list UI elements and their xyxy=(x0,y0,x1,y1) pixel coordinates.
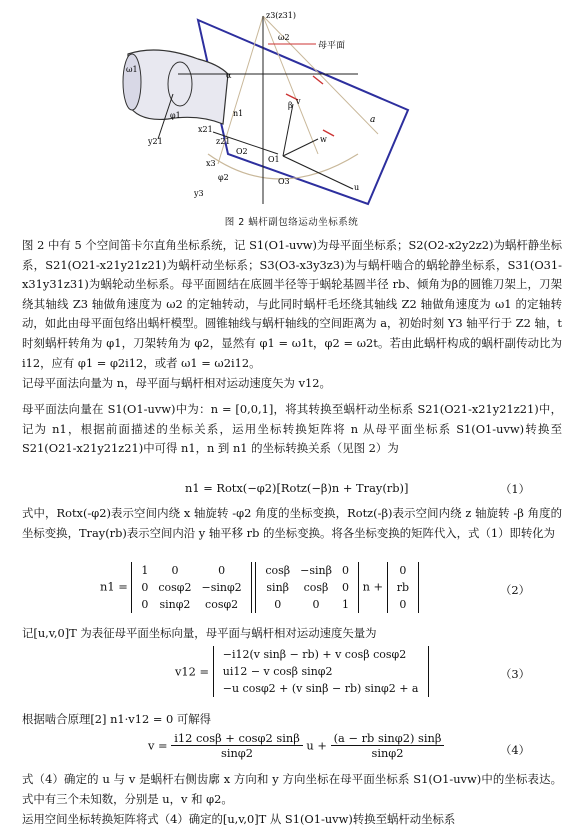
label-alpha: α xyxy=(226,71,232,80)
eq2-mid: n + xyxy=(362,579,384,594)
eq4-lhs: v = xyxy=(148,738,168,753)
label-u: u xyxy=(354,183,360,192)
equation-4-number: （4） xyxy=(500,743,531,757)
eq2-matrix-rotz: cosβ −sinβ 0 sinβ cosβ 0 0 0 1 xyxy=(255,562,359,613)
equation-3-number: （3） xyxy=(500,667,531,681)
figure-caption: 图 2 蜗杆副包络运动坐标系统 xyxy=(224,217,359,228)
label-w: w xyxy=(320,135,327,144)
paragraph-8: 运用空间坐标转换矩阵将式（4）确定的[u,v,0]T 从 S1(O1-uvw)转换至蜗杆动坐标系 xyxy=(22,812,456,826)
paragraph-6: 根据啮合原理[2] n1·v12 = 0 可解得 xyxy=(22,712,212,726)
cone-base-arc xyxy=(208,154,358,179)
eq4-mid: u + xyxy=(306,738,327,753)
eq4-fraction-2: $\frac{\text{(a − rb sinφ2) sinβ}}{\sin\varphi 2}$ xyxy=(331,731,445,760)
label-O2: O2 xyxy=(236,147,248,156)
equation-4 xyxy=(148,731,444,760)
label-O3: O3 xyxy=(278,177,290,186)
worm-end xyxy=(123,54,141,110)
equation-2 xyxy=(100,562,419,613)
eq4-fraction-1: $\frac{i12 \cos\beta + \cos\varphi 2 \sin\beta}{\sin\varphi 2}$ xyxy=(171,731,303,760)
paragraph-4: 式中，Rotx(-φ2)表示空间内绕 x 轴旋转 -φ2 角度的坐标变换，Rotz(-β)表示空间内绕 z 轴旋转 -β 角度的坐标变换，Tray(rb)表示空间内沿 y 轴平移 rb 的坐标变换。将各坐标变换的矩阵代入，式（1）即转化为 xyxy=(22,506,562,540)
eq2-vector: 0 rb 0 xyxy=(387,562,419,613)
paragraph-1: 图 2 中有 5 个空间笛卡尔直角坐标系统，记 S1(O1-uvw)为母平面坐标系；S2(O2-x2y2z2)为蜗杆静坐标系，S21(O21-x21y21z21)为蜗杆动坐标系；S3(O3-x3y3z3)为与蜗杆啮合的蜗轮静坐标系，S31(O31-x31y31z31)为蜗轮动坐标系。母平面圆结在底圆半径等于蜗轮基圆半径 rb、倾角为β的圆锥刀架上，刀架绕其轴线 Z3 轴做角速度为 ω2 的定轴转动，与此同时蜗杆毛坯绕其轴线 Z2 轴做角速度为 ω1 的定轴转动，如此由母平面包络出蜗杆模型。圆锥轴线与蜗杆轴线的空间距离为 a，初始时刻 Y3 轴平行于 Z2 轴，t 时刻蜗杆转角为 φ1，刀架转角为 φ2，显然有 φ1 = ω1t，φ2 = ω2t。若由此蜗杆构成的蜗杆副传动比为 i12，应有 φ1 = φ2i12，或者 ω1 = ω2i12。 xyxy=(22,238,562,370)
paragraph-2: 记母平面法向量为 n，母平面与蜗杆相对运动速度矢为 v12。 xyxy=(22,376,331,390)
equation-2-number: （2） xyxy=(500,583,531,597)
worm-coordinate-figure xyxy=(118,4,498,210)
label-a: a xyxy=(370,115,376,125)
label-v: v xyxy=(296,97,301,106)
label-x21: x21 xyxy=(198,125,213,134)
label-omega1: ω1 xyxy=(126,65,138,74)
paragraph-7: 式（4）确定的 u 与 v 是蜗杆右侧齿廓 x 方向和 y 方向坐标在母平面坐标系 S1(O1-uvw)中的坐标表达。式中有三个未知数，分别是 u，v 和 φ2。 xyxy=(22,772,562,806)
eq3-lhs: v12 = xyxy=(175,664,210,679)
label-phi2: φ2 xyxy=(218,173,229,182)
equation-3 xyxy=(175,646,429,697)
eq3-vector: −i12(v sinβ − rb) + v cosβ cosφ2 ui12 − v cosβ sinφ2 −u cosφ2 + (v sinβ − rb) sinφ2 + a xyxy=(213,646,429,697)
label-y21: y21 xyxy=(148,137,163,146)
red-tick-1 xyxy=(313,76,323,84)
label-beta: β xyxy=(288,101,293,110)
w-axis xyxy=(283,139,318,156)
equation-1-number: （1） xyxy=(500,482,531,496)
eq2-matrix-rotx: 1 0 0 0 cosφ2 −sinφ2 0 sinφ2 cosφ2 xyxy=(131,562,251,613)
label-z21: z21 xyxy=(216,137,231,146)
label-phi1: φ1 xyxy=(170,111,181,120)
label-z3: z3(z31) xyxy=(266,11,296,20)
label-O1: O1 xyxy=(268,155,280,164)
paragraph-5: 记[u,v,0]T 为表征母平面坐标向量，母平面与蜗杆相对运动速度矢量为 xyxy=(22,626,377,640)
label-n1: n1 xyxy=(233,109,244,118)
label-y3: y3 xyxy=(194,189,204,198)
label-x3: x3 xyxy=(206,159,216,168)
label-omega2: ω2 xyxy=(278,33,290,42)
label-plane: 母平面 xyxy=(318,41,346,51)
eq2-lhs: n1 = xyxy=(100,579,128,594)
equation-1: n1 = Rotx(−φ2)[Rotz(−β)n + Tray(rb)] xyxy=(185,481,409,495)
u-axis xyxy=(283,156,353,189)
v-axis xyxy=(283,104,293,156)
paragraph-3: 母平面法向量在 S1(O1-uvw)中为：n = [0,0,1]，将其转换至蜗杆动坐标系 S21(O21-x21y21z21)中，记为 n1，根据前面描述的坐标关系，运用坐标转换矩阵将 n 从母平面坐标系 S1(O1-uvw)转换至 S21(O21-x21y21z21)中可得 n1，n 到 n1 的坐标转换关系（见图 2）为 xyxy=(22,402,562,456)
